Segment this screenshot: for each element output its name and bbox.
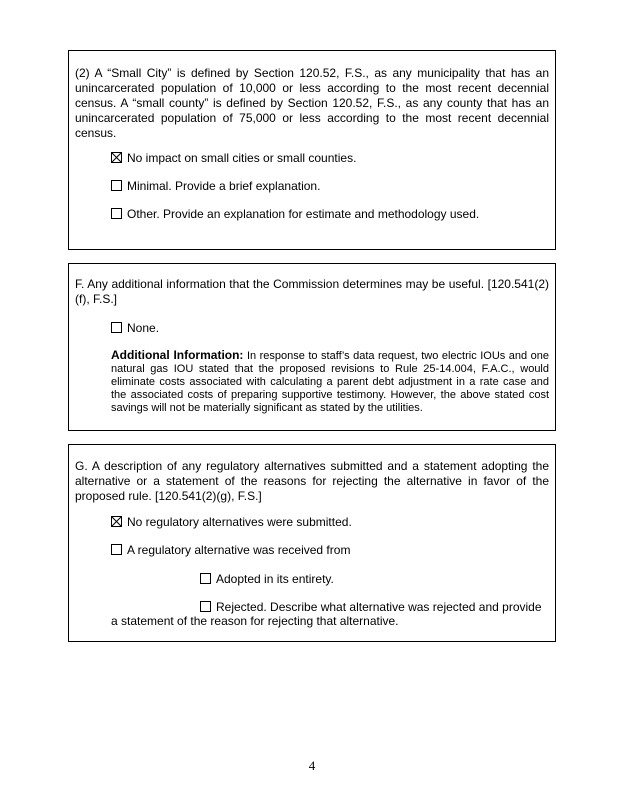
section-f [68, 263, 556, 431]
additional-information-heading: Additional Information: [111, 348, 244, 362]
checkbox-icon[interactable] [111, 322, 122, 333]
checkbox-icon[interactable] [111, 544, 122, 555]
section-g [68, 444, 556, 642]
small-city-definition: (2) A “Small City” is defined by Section 120.52, F.S., as any municipality that has an unincarcerated population of 10,000 or less according to the most recent decennial census. A “small county” is defined by Section 120.52, F.S., as any county that has an unincarcerated population of 75,000 or less according to the most recent decennial census. [75, 66, 549, 140]
option-label: a statement of the reason for rejecting that alternative. [111, 614, 399, 628]
checkbox-checked-icon[interactable] [111, 152, 122, 163]
option-label: Minimal. Provide a brief explanation. [127, 179, 321, 193]
option-minimal[interactable] [111, 179, 320, 194]
option-other[interactable] [111, 207, 479, 222]
checkbox-icon[interactable] [200, 573, 211, 584]
option-label: Rejected. Describe what alternative was rejected and provide [216, 600, 542, 614]
checkbox-icon[interactable] [111, 180, 122, 191]
small-city-section [68, 50, 556, 250]
page-number: 4 [308, 758, 316, 773]
option-label: Adopted in its entirety. [216, 572, 334, 586]
additional-information [111, 349, 549, 415]
option-label: A regulatory alternative was received from [127, 543, 351, 557]
option-label: Other. Provide an explanation for estimate and methodology used. [127, 207, 480, 221]
option-rejected-continued [111, 614, 399, 629]
option-no-impact[interactable] [111, 151, 356, 166]
option-none[interactable] [111, 321, 159, 336]
option-alternative-received[interactable] [111, 543, 350, 558]
section-g-heading: G. A description of any regulatory alternatives submitted and a statement adopting the alternative or a statement of the reasons for rejecting the alternative in favor of the proposed rule. [120.541(2)(g), F.S.] [75, 459, 549, 503]
checkbox-icon[interactable] [200, 601, 211, 612]
checkbox-icon[interactable] [111, 208, 122, 219]
additional-information-text: In response to staff’s data request, two electric IOUs and one natural gas IOU stated that the proposed revisions to Rule 25-14.004, F.A.C., would eliminate costs associated with calculating a parent debt adjustment in a rate case and the associated costs of preparing supportive testimony. However, the above stated cost savings will not be materially significant as stated by the utilities. [111, 350, 549, 414]
checkbox-checked-icon[interactable] [111, 516, 122, 527]
option-adopted[interactable] [200, 572, 334, 587]
option-no-alternatives[interactable] [111, 515, 352, 530]
option-label: No regulatory alternatives were submitted. [127, 515, 352, 529]
option-label: None. [127, 321, 160, 335]
option-label: No impact on small cities or small counties. [127, 151, 357, 165]
option-rejected[interactable] [200, 600, 542, 615]
section-f-heading: F. Any additional information that the Commission determines may be useful. [120.541(2)(f), F.S.] [75, 277, 549, 306]
